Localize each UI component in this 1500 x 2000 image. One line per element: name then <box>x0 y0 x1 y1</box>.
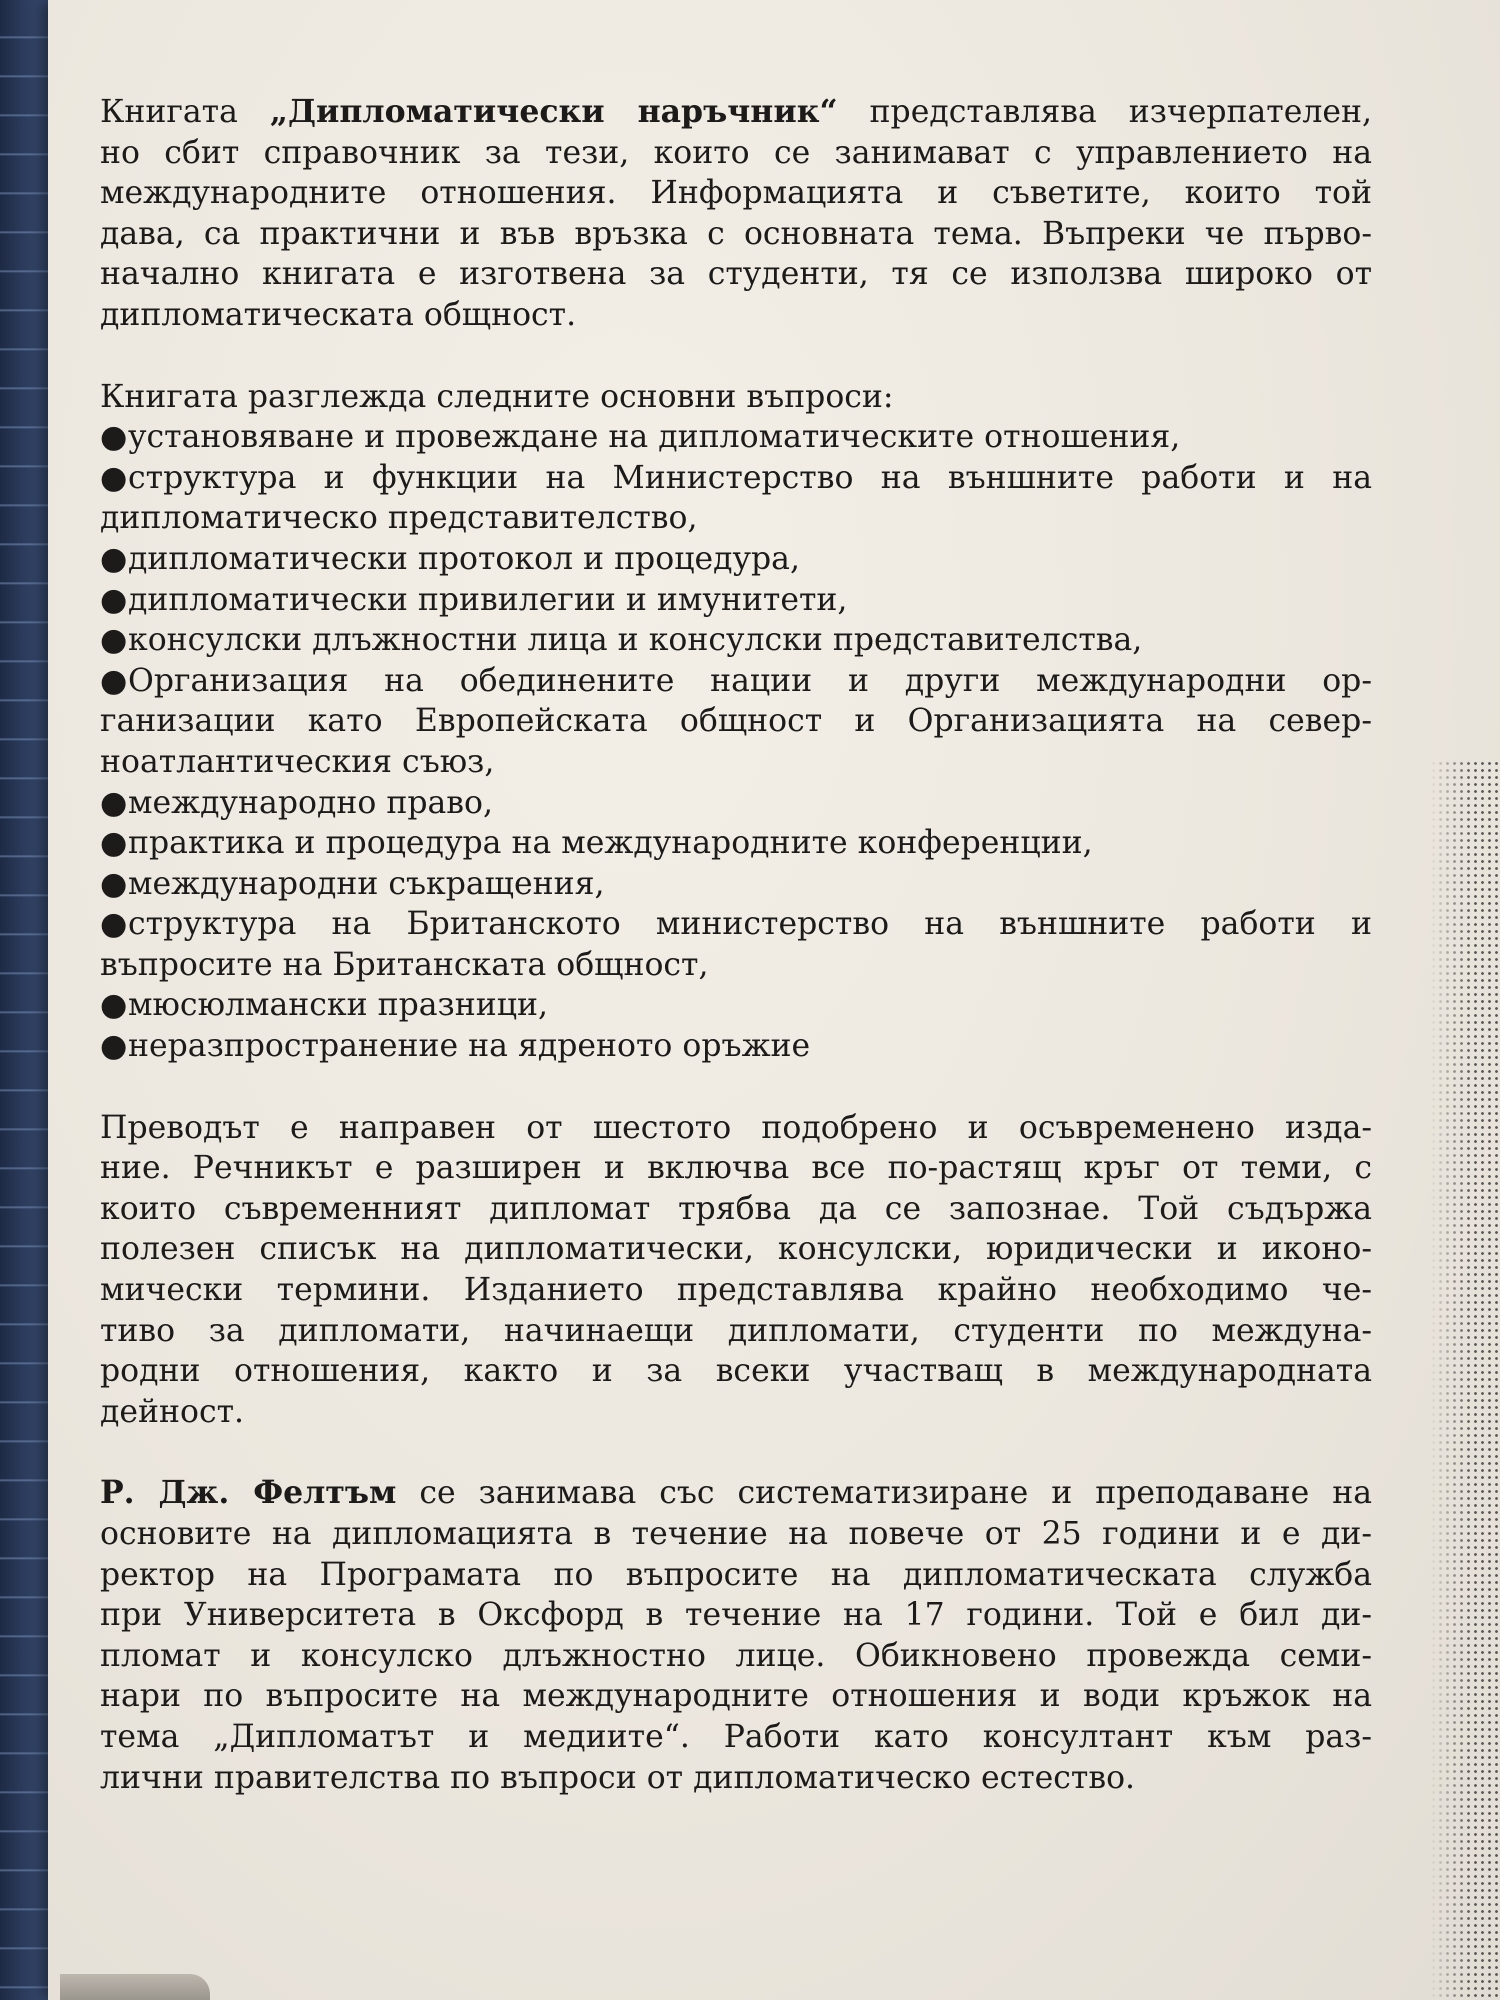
intro-line-2: но сбит справочник за тези, които се занимават с управлението на <box>100 134 1372 171</box>
translation-line-4: полезен списък на дипломатически, консулски, юридически и иконо- <box>100 1231 1372 1268</box>
list-item: ●консулски длъжностни лица и консулски представителства, <box>100 620 1372 661</box>
intro-line-6: дипломатическата общност. <box>100 296 577 333</box>
translation-line-5: мически термини. Изданието представлява крайно необходимо че- <box>100 1272 1372 1309</box>
list-item: ●установяване и провеждане на дипломатическите отношения, <box>100 417 1372 458</box>
book-title: „Дипломатически наръчник“ <box>269 93 838 130</box>
translation-line-8: дейност. <box>100 1393 245 1430</box>
page-corner <box>60 1974 210 2000</box>
author-line-2: основите на дипломацията в течение на повече от 25 години и е ди- <box>100 1516 1372 1552</box>
bullet-icon: ● <box>100 825 128 862</box>
author-line-6: нари по въпросите на международните отношения и води кръжок на <box>100 1678 1372 1715</box>
bullet-icon: ● <box>100 906 128 943</box>
bullet-icon: ● <box>100 540 128 577</box>
bullet-icon: ● <box>100 784 128 821</box>
list-item: ●практика и процедура на международните конференции, <box>100 823 1372 864</box>
translation-line-3: които съвременният дипломат трябва да се запознае. Той съдържа <box>100 1190 1372 1227</box>
paragraph-translation <box>100 1108 1372 1433</box>
translation-line-6: тиво за дипломати, начинаещи дипломати, студенти по междуна- <box>100 1312 1372 1349</box>
bullet-icon: ● <box>100 459 128 496</box>
list-item: ●международни съкращения, <box>100 864 1372 905</box>
list-item: ●структура и функции на Министерство на външните работи и на дипломатическо представителство, <box>100 459 1372 537</box>
intro-line-1: Книгата „Дипломатически наръчник“ представлява изчерпателен, <box>100 93 1373 130</box>
intro-line-3: международните отношения. Информацията и съветите, които той <box>100 175 1372 212</box>
bullet-icon: ● <box>100 987 128 1024</box>
author-line-8: лични правителства по въпроси от дипломатическо естество. <box>100 1759 1136 1796</box>
list-item: ●международно право, <box>100 783 1372 824</box>
bullet-icon: ● <box>100 622 128 659</box>
author-name: Р. Дж. Фелтъм <box>100 1474 397 1512</box>
intro-line-4: дава, са практични и във връзка с основната тема. Въпреки че първо- <box>100 215 1372 252</box>
topics-intro: Книгата разглежда следните основни въпроси: <box>100 378 894 415</box>
author-line-4: при Университета в Оксфорд в течение на 17 години. Той е бил ди- <box>100 1597 1372 1634</box>
list-item: ●дипломатически протокол и процедура, <box>100 539 1372 580</box>
paragraph-author <box>100 1473 1372 1798</box>
bullet-icon: ● <box>100 662 128 699</box>
halftone-edge-pattern <box>1430 760 1500 2000</box>
bullet-icon: ● <box>100 865 128 902</box>
list-item: ●неразпространение на ядреното оръжие <box>100 1026 1372 1067</box>
list-item: ●структура на Британското министерство на външните работи и въпросите на Британската общност, <box>100 906 1372 983</box>
list-item: ●дипломатически привилегии и имунитети, <box>100 580 1372 621</box>
cover-text <box>100 92 1372 1798</box>
translation-line-2: ние. Речникът е разширен и включва все по-растящ кръг от теми, с <box>100 1150 1372 1187</box>
list-item: ●Организация на обединените нации и други международни ор- ганизации като Европейската общност и Организацията на север- ноатлантическия съюз, <box>100 662 1372 780</box>
bullet-icon: ● <box>100 1028 128 1065</box>
bullet-icon: ● <box>100 581 128 618</box>
paragraph-topics <box>100 377 1372 1067</box>
intro-line-5: начално книгата е изготвена за студенти, тя се използва широко от <box>100 256 1372 293</box>
translation-line-7: родни отношения, както и за всеки участващ в международната <box>100 1353 1372 1390</box>
author-line-5: пломат и консулско длъжностно лице. Обикновено провежда семи- <box>100 1637 1372 1674</box>
topics-list <box>100 417 1372 1067</box>
bullet-icon: ● <box>100 419 128 456</box>
paragraph-intro <box>100 92 1372 336</box>
author-line-1: Р. Дж. Фелтъм се занимава със систематизиране и преподаване на <box>100 1474 1372 1512</box>
list-item: ●мюсюлмански празници, <box>100 985 1372 1026</box>
translation-line-1: Преводът е направен от шестото подобрено и осъвременено изда- <box>100 1109 1372 1146</box>
author-line-7: тема „Дипломатът и медиите“. Работи като консултант към раз- <box>100 1718 1372 1755</box>
author-line-3: ректор на Програмата по въпросите на дипломатическата служба <box>100 1556 1372 1593</box>
